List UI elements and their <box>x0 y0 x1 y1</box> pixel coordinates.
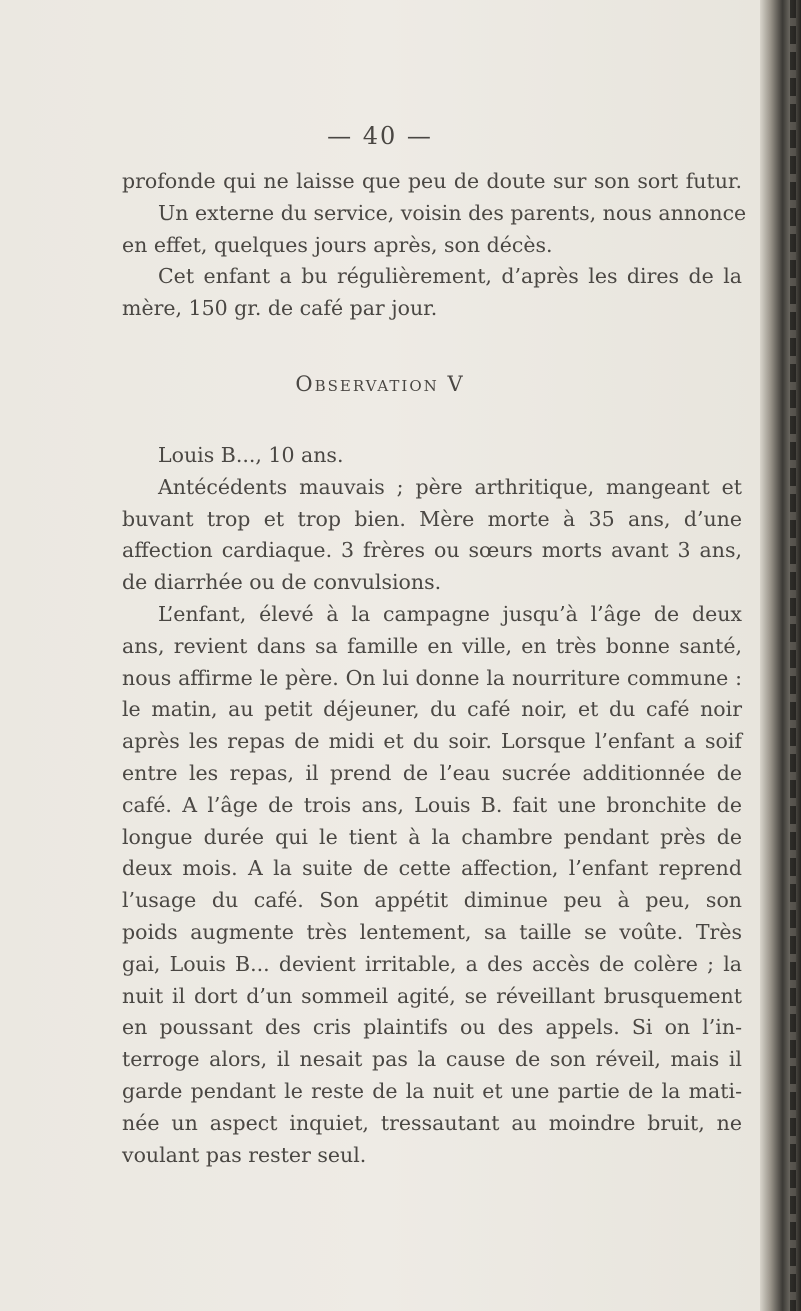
text-line: gai, Louis B... devient irritable, a des accès de colère ; la <box>122 951 742 976</box>
text-line: née un aspect inquiet, tressautant au moindre bruit, ne <box>122 1110 742 1135</box>
book-binding-edge <box>760 0 801 1311</box>
text-line: mère, 150 gr. de café par jour. <box>122 296 438 321</box>
text-line: terroge alors, il nesait pas la cause de son réveil, mais il <box>122 1047 742 1072</box>
text-line: Louis B..., 10 ans. <box>158 443 344 467</box>
text-line: longue durée qui le tient à la chambre pendant près de <box>122 824 742 849</box>
observation-body <box>122 440 742 1171</box>
text-line: deux mois. A la suite de cette affection, l’enfant reprend <box>122 856 742 881</box>
text-line: Un externe du service, voisin des parents, nous annonce <box>158 200 747 225</box>
text-line: buvant trop et trop bien. Mère morte à 35 ans, d’une <box>122 506 742 531</box>
text-line: poids augmente très lentement, sa taille se voûte. Très <box>122 919 742 944</box>
text-line: après les repas de midi et du soir. Lorsque l’enfant a soif <box>122 729 742 754</box>
text-line: le matin, au petit déjeuner, du café noir, et du café noir <box>122 697 742 722</box>
page-edge-shadow <box>790 0 796 1311</box>
text-line: de diarrhée ou de convulsions. <box>122 570 442 595</box>
text-line: en poussant des cris plaintifs ou des appels. Si on l’in- <box>122 1015 742 1040</box>
text-line: l’usage du café. Son appétit diminue peu à peu, son <box>122 888 742 913</box>
text-line: nous affirme le père. On lui donne la nourriture commune : <box>122 665 742 690</box>
section-heading: Observation V <box>295 372 465 396</box>
text-line: L’enfant, élevé à la campagne jusqu’à l’âge de deux <box>158 601 742 626</box>
text-line: voulant pas rester seul. <box>122 1142 367 1167</box>
text-line: entre les repas, il prend de l’eau sucrée additionnée de <box>122 760 742 785</box>
text-line: affection cardiaque. 3 frères ou sœurs morts avant 3 ans, <box>122 538 742 563</box>
text-line: nuit il dort d’un sommeil agité, se réveillant brusquement <box>122 983 742 1008</box>
text-line: ans, revient dans sa famille en ville, en très bonne santé, <box>122 633 742 658</box>
text-line: en effet, quelques jours après, son décès. <box>122 232 553 257</box>
text-line: Cet enfant a bu régulièrement, d’après les dires de la <box>158 264 742 289</box>
paragraph-continuation <box>122 166 747 325</box>
text-line: garde pendant le reste de la nuit et une partie de la mati- <box>122 1078 742 1103</box>
text-line: profonde qui ne laisse que peu de doute sur son sort futur. <box>122 169 742 193</box>
page-number: — 40 — <box>327 122 433 150</box>
text-line: Antécédents mauvais ; père arthritique, mangeant et <box>158 474 742 499</box>
text-line: café. A l’âge de trois ans, Louis B. fait une bronchite de <box>122 792 742 817</box>
